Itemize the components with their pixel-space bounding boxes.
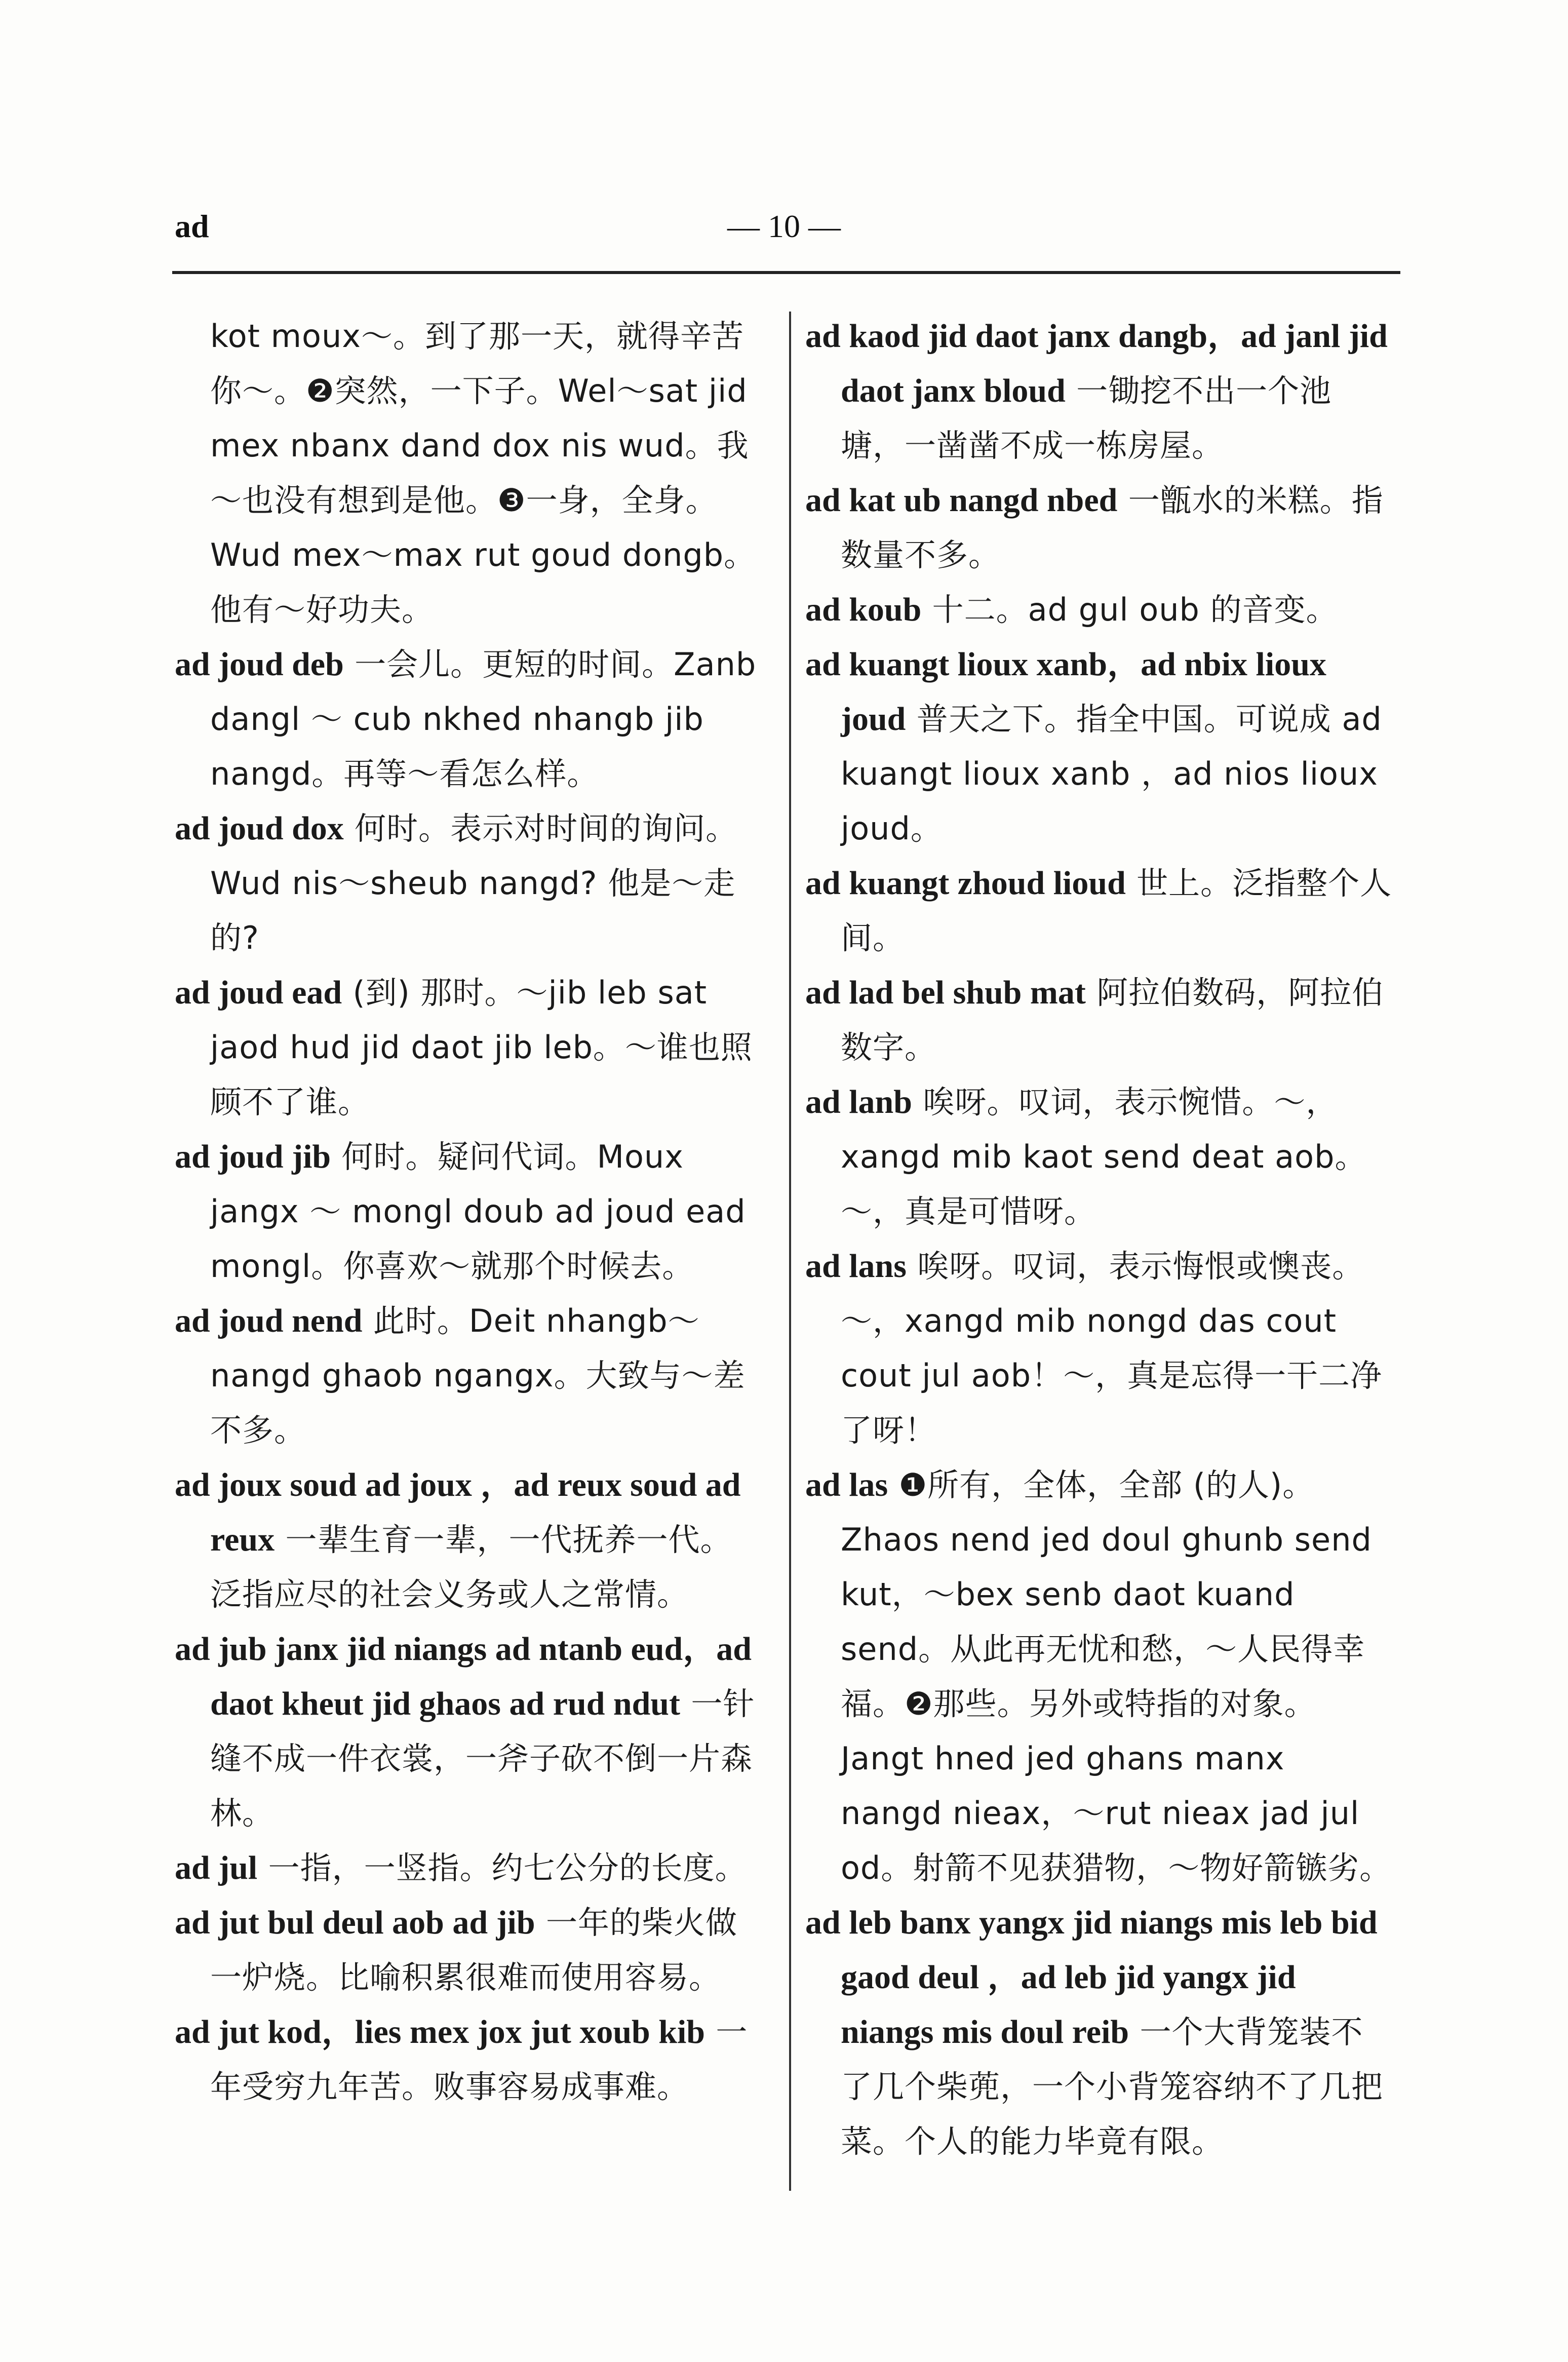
dictionary-entry xyxy=(805,965,1393,1075)
entry-headword: ad kaod jid daot janx dangb，ad janl jid daot janx bloud xyxy=(805,318,1388,409)
entry-definition: 何时。疑问代词。Moux jangx ～ mongl doub ad joud ead mongl。你喜欢～就那个时候去。 xyxy=(210,1138,746,1285)
dictionary-entry xyxy=(175,801,762,965)
dictionary-entry xyxy=(175,2005,762,2114)
dictionary-entry xyxy=(175,1895,762,2005)
entry-definition: 世上。泛指整个人间。 xyxy=(841,865,1392,956)
entry-definition: 一甑水的米糕。指数量不多。 xyxy=(841,482,1384,573)
entry-headword: ad joud jib xyxy=(175,1138,331,1175)
page-number: — 10 — xyxy=(727,208,841,244)
entry-headword: ad joud deb xyxy=(175,646,344,683)
entry-definition: (到) 那时。～jib leb sat jaod hud jid daot jib leb。～谁也照顾不了谁。 xyxy=(210,974,753,1120)
dictionary-entry xyxy=(805,637,1393,856)
dictionary-entry xyxy=(805,1075,1393,1239)
entry-headword: ad joux soud ad joux ，ad reux soud ad reux xyxy=(175,1466,741,1558)
entry-definition: 唉呀。叹词，表示悔恨或懊丧。～，xangd mib nongd das cout cout jul aob！～，真是忘得一干二净了呀！ xyxy=(841,1248,1383,1449)
entry-definition: 十二。ad gul oub 的音变。 xyxy=(932,591,1338,628)
entry-definition: 一年受穷九年苦。败事容易成事难。 xyxy=(210,2013,748,2105)
entry-definition: 一个大背笼装不了几个柴蔸，一个小背笼容纳不了几把菜。个人的能力毕竟有限。 xyxy=(841,2013,1384,2160)
dictionary-entry xyxy=(805,1239,1393,1458)
entry-headword: ad jut bul deul aob ad jib xyxy=(175,1904,535,1941)
entry-headword: ad kat ub nangd nbed xyxy=(805,482,1118,519)
entry-headword: ad koub xyxy=(805,591,922,628)
left-column xyxy=(175,309,762,2114)
dictionary-entry xyxy=(175,1458,762,1622)
entry-definition: 一年的柴火做一炉烧。比喻积累很难而使用容易。 xyxy=(210,1904,737,1996)
entry-headword: ad joud nend xyxy=(175,1302,363,1339)
entry-definition: 一指，一竖指。约七公分的长度。 xyxy=(268,1849,747,1886)
column-divider xyxy=(789,312,791,2191)
entry-definition: 何时。表示对时间的询问。Wud nis～sheub nangd? 他是～走的? xyxy=(210,810,738,956)
dictionary-entry xyxy=(805,309,1393,473)
entry-headword: ad kuangt zhoud lioud xyxy=(805,865,1126,902)
entry-definition: 一针缝不成一件衣裳，一斧子砍不倒一片森林。 xyxy=(210,1685,755,1832)
dictionary-entry xyxy=(175,1294,762,1458)
right-column xyxy=(805,309,1393,2169)
header-rule xyxy=(172,271,1400,274)
dictionary-entry xyxy=(805,1458,1393,1895)
entry-definition: 普天之下。指全中国。可说成 ad kuangt lioux xanb ，ad nios lioux joud。 xyxy=(841,701,1382,847)
entry-headword: ad leb banx yangx jid niangs mis leb bid gaod deul ，ad leb jid yangx jid niangs mis doul reib xyxy=(805,1904,1378,2050)
dictionary-entry xyxy=(175,1841,762,1895)
dictionary-entry xyxy=(805,583,1393,637)
dictionary-entry xyxy=(175,1622,762,1841)
entry-headword: ad joud dox xyxy=(175,810,344,847)
running-head: ad xyxy=(175,208,209,244)
entry-headword: ad kuangt lioux xanb，ad nbix lioux joud xyxy=(805,646,1326,738)
entry-headword: ad lad bel shub mat xyxy=(805,974,1086,1011)
entry-definition: 唉呀。叹词，表示惋惜。～，xangd mib kaot send deat aob。～，真是可惜呀。 xyxy=(841,1083,1367,1230)
entry-headword: ad jul xyxy=(175,1849,258,1886)
dictionary-entry xyxy=(175,1130,762,1294)
dictionary-entry xyxy=(175,637,762,801)
entry-definition: kot moux～。到了那一天，就得辛苦你～。❷突然，一下子。Wel～sat jid mex nbanx dand dox nis wud。我～也没有想到是他。❸一身，全身。Wud mex～max rut goud dongb。他有～好功夫。 xyxy=(210,318,756,628)
dictionary-entry xyxy=(175,309,762,637)
dictionary-entry xyxy=(805,856,1393,965)
entry-headword: ad joud ead xyxy=(175,974,342,1011)
entry-definition: 一锄挖不出一个池塘，一凿凿不成一栋房屋。 xyxy=(841,372,1332,464)
entry-headword: ad lans xyxy=(805,1248,907,1285)
entry-headword: ad jut kod，lies mex jox jut xoub kib xyxy=(175,2013,705,2050)
entry-definition: ❶所有，全体，全部 (的人)。Zhaos nend jed doul ghunb send kut，～bex senb daot kuand send。从此再无忧和愁，～人民得幸福。❷那些。另外或特指的对象。Jangt hned jed ghans manx nangd nieax，～rut nieax jad jul od。射箭不见获猎物，～物好箭镞劣。 xyxy=(841,1466,1392,1886)
entry-headword: ad jub janx jid niangs ad ntanb eud，ad daot kheut jid ghaos ad rud ndut xyxy=(175,1631,752,1722)
entry-definition: 阿拉伯数码，阿拉伯数字。 xyxy=(841,974,1384,1066)
entry-headword: ad las xyxy=(805,1466,888,1503)
entry-definition: 此时。Deit nhangb～nangd ghaob ngangx。大致与～差不多。 xyxy=(210,1302,746,1449)
entry-headword: ad lanb xyxy=(805,1083,912,1120)
entry-definition: 一辈生育一辈，一代抚养一代。泛指应尽的社会义务或人之常情。 xyxy=(210,1521,732,1613)
dictionary-entry xyxy=(175,965,762,1130)
dictionary-entry xyxy=(805,473,1393,583)
entry-definition: 一会儿。更短的时间。Zanb dangl ～ cub nkhed nhangb jib nangd。再等～看怎么样。 xyxy=(210,646,757,792)
dictionary-entry xyxy=(805,1895,1393,2169)
